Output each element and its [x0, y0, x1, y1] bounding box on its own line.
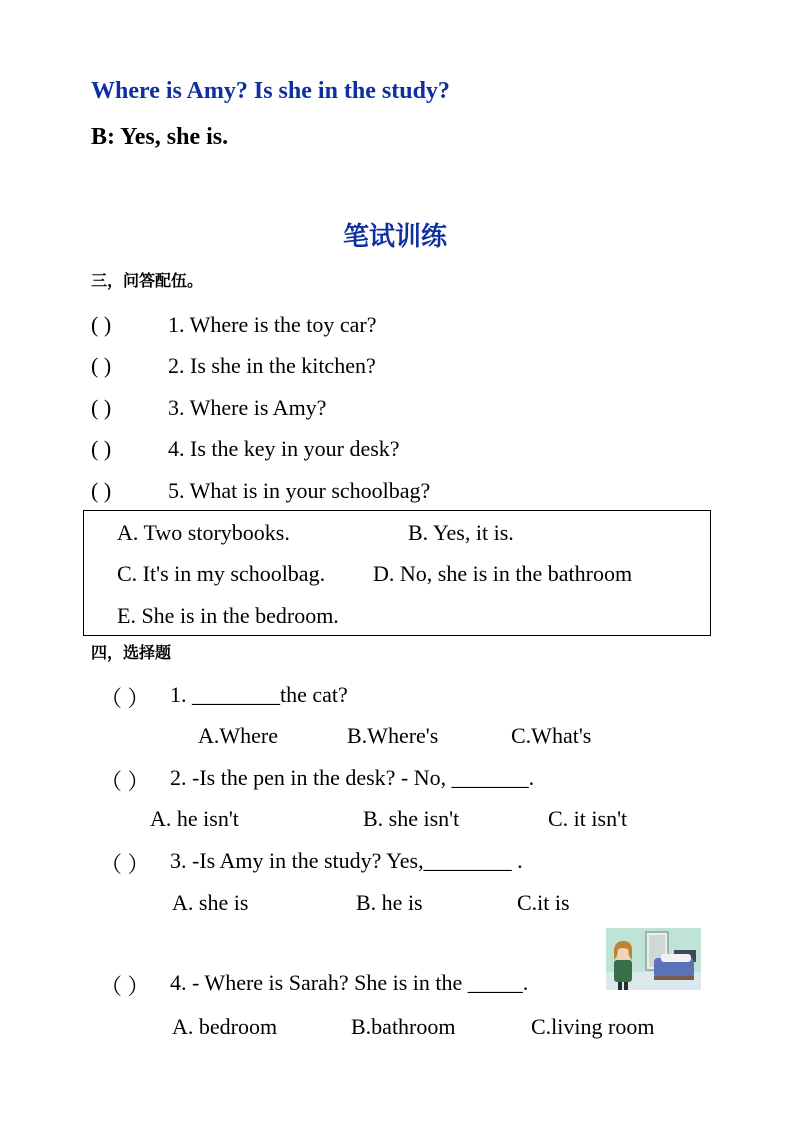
choice-4-c[interactable]: C.living room [531, 1014, 655, 1039]
answer-d: D. No, she is in the bathroom [373, 561, 633, 586]
choice-question-3: 3. -Is Amy in the study? Yes,________ . [170, 848, 523, 873]
answer-b: B. Yes, it is. [408, 520, 514, 545]
dialogue-answer: B: Yes, she is. [91, 124, 229, 150]
choice-question-2: 2. -Is the pen in the desk? - No, _______. [170, 765, 535, 790]
match-question-4: 4. Is the key in your desk? [168, 436, 400, 461]
choice-1-c[interactable]: C.What's [511, 723, 592, 748]
choice-4-b[interactable]: B.bathroom [351, 1014, 456, 1039]
choice-2-a[interactable]: A. he isn't [150, 806, 239, 831]
answer-a: A. Two storybooks. [117, 520, 290, 545]
choice-blank-1[interactable]: （ ） [100, 686, 150, 711]
match-question-2: 2. Is she in the kitchen? [168, 353, 376, 378]
choice-3-b[interactable]: B. he is [356, 890, 423, 915]
choice-4-a[interactable]: A. bedroom [172, 1014, 278, 1039]
choice-blank-4[interactable]: （ ） [100, 974, 150, 999]
section3-heading: 三，问答配伍。 [91, 271, 204, 290]
choice-question-1: 1. ________the cat? [170, 682, 348, 707]
choice-2-b[interactable]: B. she isn't [363, 806, 460, 831]
choice-blank-3[interactable]: （ ） [100, 852, 150, 877]
match-question-5: 5. What is in your schoolbag? [168, 478, 431, 503]
match-question-1: 1. Where is the toy car? [168, 312, 377, 337]
choice-question-4: 4. - Where is Sarah? She is in the _____. [170, 970, 529, 995]
match-blank-4[interactable]: ( ) [91, 436, 112, 461]
choice-blank-2[interactable]: （ ） [100, 769, 150, 794]
page-title: 笔试训练 [343, 222, 448, 252]
match-question-3: 3. Where is Amy? [168, 395, 327, 420]
answer-e: E. She is in the bedroom. [117, 603, 339, 628]
match-blank-3[interactable]: ( ) [91, 395, 112, 420]
match-blank-5[interactable]: ( ) [91, 478, 112, 503]
match-blank-1[interactable]: ( ) [91, 312, 112, 337]
choice-1-a[interactable]: A.Where [198, 723, 279, 748]
choice-3-c[interactable]: C.it is [517, 890, 570, 915]
dialogue-question: Where is Amy? Is she in the study? [91, 78, 450, 104]
choice-3-a[interactable]: A. she is [172, 890, 249, 915]
section4-heading: 四，选择题 [91, 643, 172, 662]
answer-c: C. It's in my schoolbag. [117, 561, 326, 586]
choice-2-c[interactable]: C. it isn't [548, 806, 628, 831]
choice-1-b[interactable]: B.Where's [347, 723, 439, 748]
match-blank-2[interactable]: ( ) [91, 353, 112, 378]
bedroom-girl-illustration [606, 928, 701, 990]
